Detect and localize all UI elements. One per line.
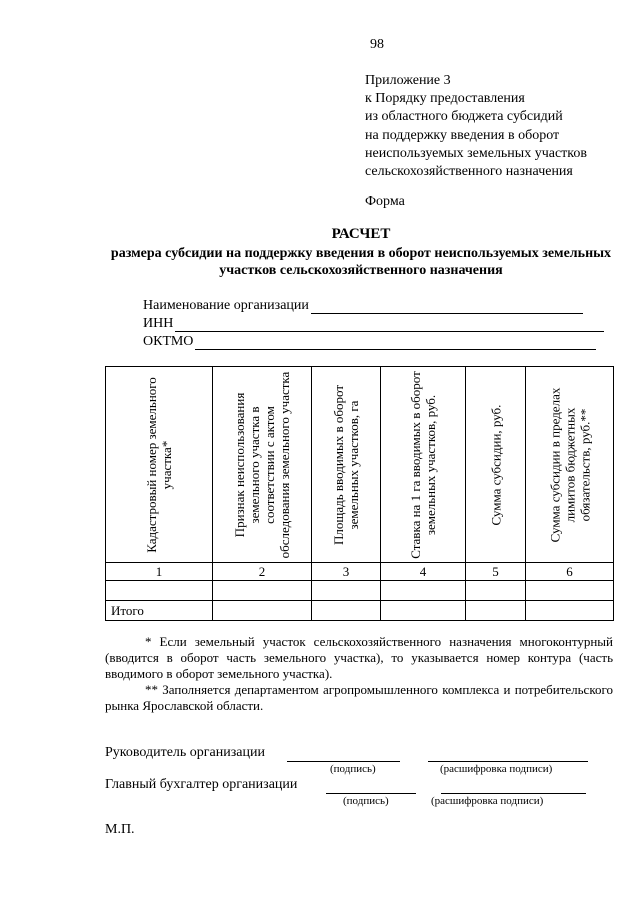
header-cadastral-number: Кадастровый номер земельного участка* [106,367,213,563]
table-cell[interactable] [526,581,614,601]
document-title: РАСЧЕТ [331,226,391,242]
table-cell[interactable] [312,601,381,621]
header-area: Площадь вводимых в оборот земельных участков, га [312,367,381,563]
appendix-block [365,72,587,181]
header-subsidy-sum: Сумма субсидии, руб. [466,367,526,563]
appendix-line: на поддержку введения в оборот [365,127,560,143]
column-number: 2 [213,563,312,581]
head-signature-label: Руководитель организации [105,745,265,760]
appendix-line: к Порядку предоставления [365,91,525,107]
appendix-line: Приложение 3 [365,73,451,88]
column-number: 1 [106,563,213,581]
header-subsidy-limit-sum: Сумма субсидии в пределах лимитов бюджетных обязательств, руб.** [526,367,614,563]
stamp-place: М.П. [105,822,135,837]
head-decoding-caption: (расшифровка подписи) [440,763,553,775]
table-cell[interactable] [466,581,526,601]
oktmo-input-line[interactable] [195,335,596,350]
appendix-line: из областного бюджета субсидий [365,109,563,125]
table-cell[interactable] [312,581,381,601]
footnote-2: ** Заполняется департаментом агропромышленного комплекса и потребительского рынка Ярославской области. [105,682,613,713]
accountant-signature-line[interactable] [326,793,416,794]
column-number: 3 [312,563,381,581]
header-non-use-sign: Признак неиспользования земельного участка в соответствии с актом обследования земельного участка [213,367,312,563]
footnotes [105,634,613,714]
table-cell[interactable] [526,601,614,621]
accountant-decoding-caption: (расшифровка подписи) [431,795,544,807]
total-label: Итого [106,601,213,621]
page-number: 98 [370,37,384,52]
table-cell[interactable] [381,601,466,621]
inn-label: ИНН [143,316,174,331]
footnote-1: * Если земельный участок сельскохозяйственного назначения многоконтурный (вводится в оборот часть земельного участка), то указывается номер контура (часть вводимого в оборот земельного участка). [105,634,613,681]
column-numbers-row [106,563,614,581]
org-name-field [143,298,583,314]
header-rate: Ставка на 1 га вводимых в оборот земельных участков, руб. [381,367,466,563]
accountant-decoding-line[interactable] [441,793,586,794]
head-signature-line[interactable] [287,761,400,762]
appendix-line: неиспользуемых земельных участков [365,145,587,161]
column-number: 6 [526,563,614,581]
accountant-signature-caption: (подпись) [343,795,389,807]
form-label: Форма [365,194,405,209]
table-cell[interactable] [213,581,312,601]
table-cell[interactable] [106,581,213,601]
calculation-table [105,366,614,621]
org-name-label: Наименование организации [143,298,309,313]
table-row [106,581,614,601]
total-row [106,601,614,621]
appendix-line: сельскохозяйственного назначения [365,164,573,180]
org-name-input-line[interactable] [311,299,583,314]
head-decoding-line[interactable] [428,761,588,762]
column-number: 5 [466,563,526,581]
table-cell[interactable] [213,601,312,621]
table-header-row [106,367,614,563]
table-cell[interactable] [466,601,526,621]
column-number: 4 [381,563,466,581]
inn-field [143,316,604,332]
oktmo-label: ОКТМО [143,334,194,349]
document-subtitle: размера субсидии на поддержку введения в оборот неиспользуемых земельных участков сельскохозяйственного назначения [110,246,612,278]
inn-input-line[interactable] [175,317,604,332]
head-signature-caption: (подпись) [330,763,376,775]
oktmo-field [143,334,596,350]
accountant-signature-label: Главный бухгалтер организации [105,777,298,792]
table-cell[interactable] [381,581,466,601]
